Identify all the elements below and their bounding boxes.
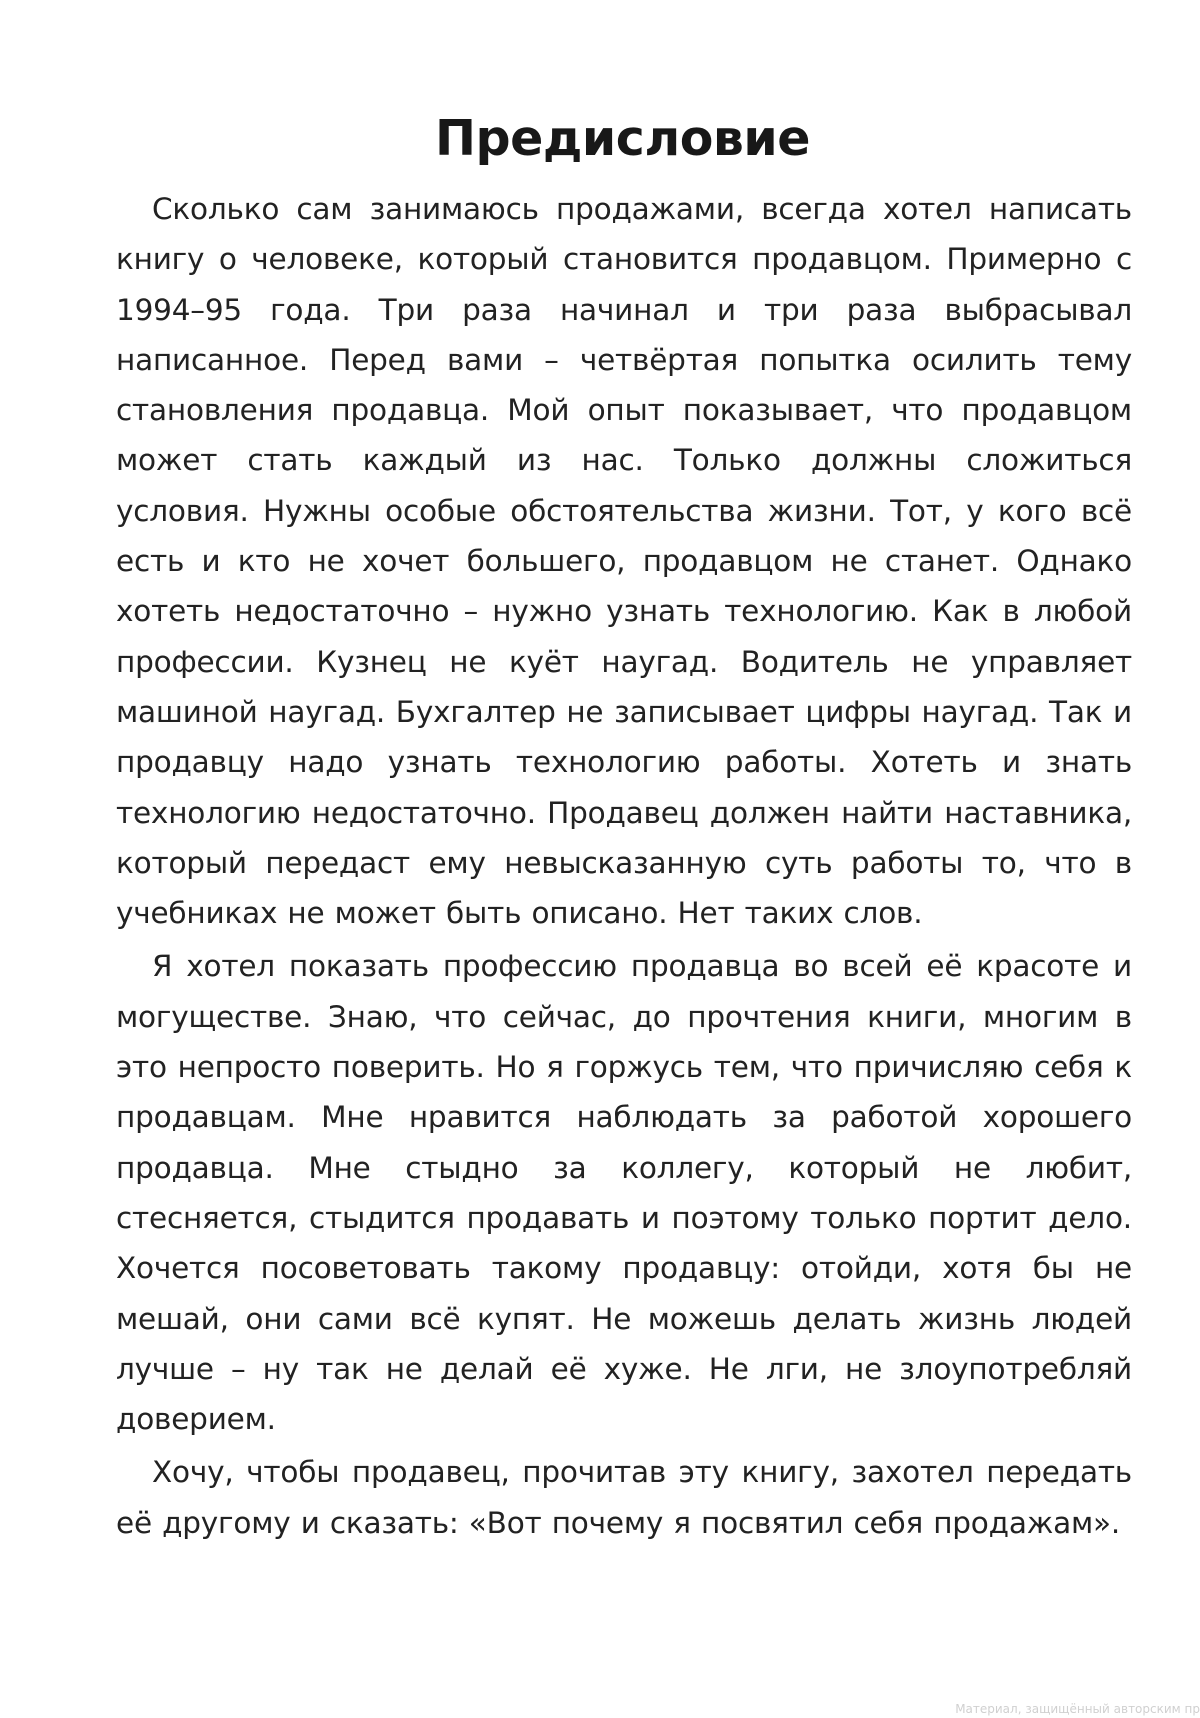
page-title: Предисловие <box>435 109 810 167</box>
paragraph-3: Хочу, чтобы продавец, прочитав эту книгу, захотел передать её другому и сказать: «Вот почему я посвятил себя продажам». <box>116 1455 1132 1540</box>
body-text <box>116 184 1132 1548</box>
paragraph-2: Я хотел показать профессию продавца во всей её красоте и могуществе. Знаю, что сейчас, до прочтения книги, многим в это непросто поверить. Но я горжусь тем, что причисляю себя к продавцам. Мне нравится наблюдать за работой хорошего продавца. Мне стыдно за коллегу, который не любит, стесняется, стыдится продавать и поэтому только портит дело. Хочется посоветовать такому продавцу: отойди, хотя бы не мешай, они сами всё купят. Не можешь делать жизнь людей лучше – ну так не делай её хуже. Не лги, не злоупотребляй доверием. <box>116 949 1132 1437</box>
copyright-watermark: Материал, защищённый авторским пр <box>955 1702 1200 1716</box>
paragraph-1: Сколько сам занимаюсь продажами, всегда хотел написать книгу о человеке, который становится продавцом. Примерно с 1994–95 года. Три раза начинал и три раза выбрасывал написанное. Перед вами – четвёртая попытка осилить тему становления продавца. Мой опыт показывает, что продавцом может стать каждый из нас. Только должны сложиться условия. Нужны особые обстоятельства жизни. Тот, у кого всё есть и кто не хочет большего, продавцом не станет. Однако хотеть недостаточно – нужно узнать технологию. Как в любой профессии. Кузнец не куёт наугад. Водитель не управляет машиной наугад. Бухгалтер не записывает цифры наугад. Так и продавцу надо узнать технологию работы. Хотеть и знать технологию недостаточно. Продавец должен найти наставника, который передаст ему невысказанную суть работы то, что в учебниках не может быть описано. Нет таких слов. <box>116 192 1132 931</box>
